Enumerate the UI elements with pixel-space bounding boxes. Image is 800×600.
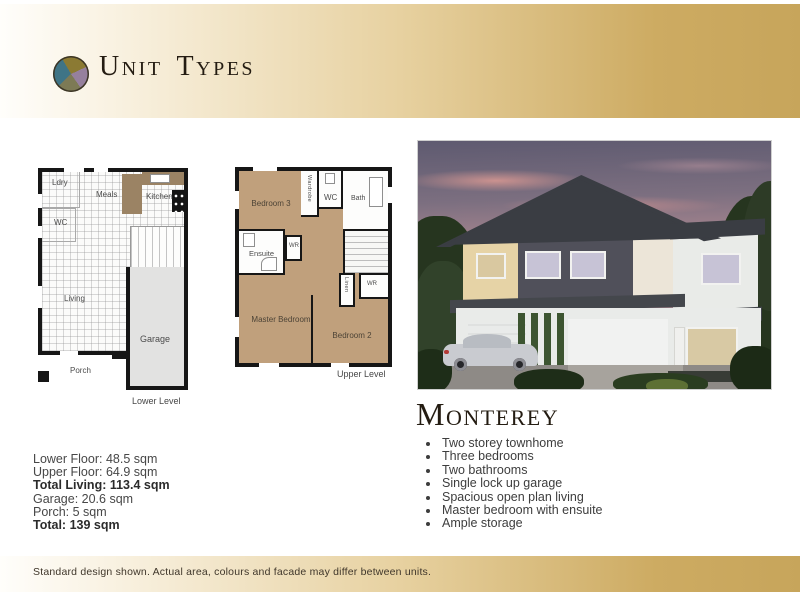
area-summary [33, 453, 170, 532]
car-wheel [513, 358, 526, 371]
window-gap [64, 168, 84, 172]
window-gap [235, 191, 239, 209]
window-gap [60, 351, 78, 355]
floorplan-upper-level [235, 167, 395, 383]
room-label-garage: Garage [140, 334, 171, 344]
page-title: Unit Types [99, 51, 256, 82]
room-label-porch: Porch [70, 366, 91, 375]
disclaimer-text: Standard design shown. Actual area, colours and facade may differ between units. [33, 566, 432, 578]
bathtub-fixture [369, 177, 383, 207]
garage-area [126, 267, 188, 390]
shrub [514, 369, 584, 390]
kitchen-island [122, 174, 142, 214]
feature-item: Three bedrooms [421, 450, 603, 463]
lower-level-caption: Lower Level [132, 396, 181, 406]
car-wheel [454, 358, 467, 371]
window-gap [253, 167, 277, 171]
window [476, 253, 506, 279]
feature-list [421, 437, 603, 531]
mosaic-circle-logo-icon [53, 56, 89, 92]
area-line-total-living: Total Living: 113.4 sqm [33, 478, 170, 493]
room-label-living: Living [64, 294, 85, 303]
feature-item: Master bedroom with ensuite [421, 504, 603, 517]
kitchen-sink [150, 174, 170, 183]
porch-wall-stub [38, 371, 49, 382]
room-label-wc-upper: WC [324, 193, 338, 202]
feature-item: Ample storage [421, 517, 603, 530]
vanity-fixture [243, 233, 255, 247]
room-label-master-bedroom: Master Bedroom [251, 315, 311, 324]
window-gap [259, 363, 279, 367]
window-gap [38, 226, 42, 238]
area-line: Lower Floor: 48.5 sqm [33, 452, 158, 466]
window [701, 253, 741, 285]
window-gap [38, 194, 42, 208]
stairs-lower [130, 226, 184, 267]
room-label-bedroom2: Bedroom 2 [332, 331, 372, 340]
window-gap [331, 363, 349, 367]
room-label-wr2: WR [367, 281, 377, 287]
upper-level-caption: Upper Level [337, 369, 386, 379]
feature-item: Two bathrooms [421, 464, 603, 477]
room-label-wardrobe: Wardrobe [306, 175, 312, 203]
window-gap [94, 168, 108, 172]
window-gap [388, 187, 392, 203]
room-label-wc: WC [54, 218, 68, 227]
area-line: Garage: 20.6 sqm [33, 491, 134, 506]
area-line: Porch: 5 sqm [33, 504, 107, 519]
feature-item: Spacious open plan living [421, 491, 603, 504]
stairs-upper [343, 231, 388, 273]
window [525, 251, 561, 279]
house-photo [417, 140, 772, 390]
shrub [730, 346, 772, 390]
shower-fixture [261, 257, 277, 271]
floorplan-lower-level [38, 168, 192, 410]
unit-name-heading: Monterey [416, 396, 560, 432]
window-gap [235, 317, 239, 337]
garage-door [568, 319, 668, 371]
feature-item: Single lock up garage [421, 477, 603, 490]
room-label-bath: Bath [351, 195, 366, 202]
car-cabin [463, 334, 511, 348]
interior-wall [311, 295, 313, 363]
car-taillight [444, 350, 449, 354]
room-label-kitchen: Kitchen [146, 192, 173, 201]
room-label-ldry: Ldry [52, 178, 68, 187]
room-label-bedroom3: Bedroom 3 [251, 199, 291, 208]
toilet-fixture [325, 173, 335, 184]
cooktop-appliance [172, 190, 184, 212]
room-label-wr1: WR [289, 243, 299, 249]
window-gap [38, 286, 42, 308]
room-label-ensuite: Ensuite [249, 249, 275, 258]
window [570, 251, 606, 279]
room-label-linen: Linen [343, 277, 349, 293]
shrub-highlight [646, 379, 688, 390]
area-line: Upper Floor: 64.9 sqm [33, 465, 158, 480]
room-label-meals: Meals [96, 190, 118, 199]
area-line-total: Total: 139 sqm [33, 518, 120, 533]
feature-item: Two storey townhome [421, 437, 603, 450]
porch-wall-stub [112, 351, 128, 359]
